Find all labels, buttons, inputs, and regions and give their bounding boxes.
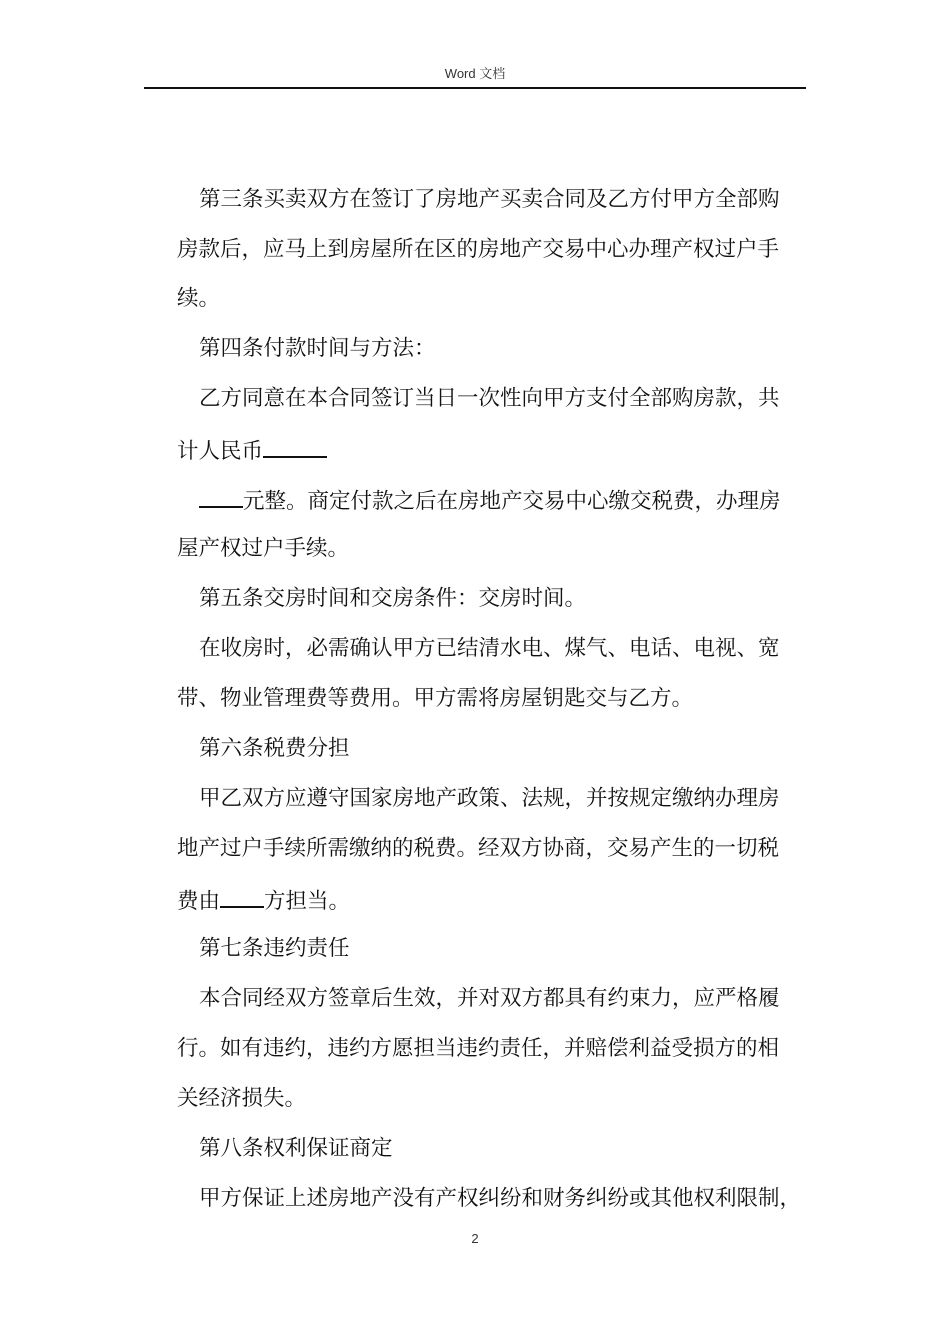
fill-in-blank: [220, 884, 264, 908]
paragraph-line: 带、物业管理费等费用。甲方需将房屋钥匙交与乙方。: [177, 686, 694, 711]
paragraph-line: 在收房时，必需确认甲方已结清水电、煤气、电话、电视、宽: [199, 636, 780, 661]
line-text: 元整。商定付款之后在房地产交易中心缴交税费，办理房: [243, 489, 781, 514]
page-number: 2: [471, 1231, 479, 1246]
paragraph-line: 续。: [177, 286, 221, 311]
paragraph-line: 关经济损失。: [177, 1086, 307, 1111]
paragraph-line-with-blank: [199, 484, 781, 514]
page-footer: [0, 1231, 950, 1246]
line-text: 费由: [177, 889, 221, 914]
paragraph-line: 第五条交房时间和交房条件：交房时间。: [199, 586, 587, 611]
header-title: Word 文档: [444, 66, 506, 81]
paragraph-line: 甲方保证上述房地产没有产权纠纷和财务纠纷或其他权利限制，: [199, 1186, 802, 1211]
paragraph-line: 甲乙双方应遵守国家房地产政策、法规，并按规定缴纳办理房: [199, 786, 780, 811]
paragraph-line: 屋产权过户手续。: [177, 536, 350, 561]
paragraph-line: 房款后，应马上到房屋所在区的房地产交易中心办理产权过户手: [177, 237, 780, 262]
header-divider: [144, 87, 806, 89]
line-text: 计人民币: [177, 439, 264, 464]
paragraph-line-with-blank: [177, 884, 350, 914]
paragraph-line: 地产过户手续所需缴纳的税费。经双方协商，交易产生的一切税: [177, 836, 780, 861]
paragraph-line: 乙方同意在本合同签订当日一次性向甲方支付全部购房款，共: [199, 386, 780, 411]
paragraph-line: 第四条付款时间与方法：: [199, 336, 436, 361]
paragraph-line: 第三条买卖双方在签订了房地产买卖合同及乙方付甲方全部购: [199, 187, 780, 212]
fill-in-blank: [199, 484, 243, 508]
paragraph-line: 行。如有违约，违约方愿担当违约责任，并赔偿利益受损方的相: [177, 1036, 780, 1061]
paragraph-line: 第八条权利保证商定: [199, 1136, 393, 1161]
line-text: 方担当。: [264, 889, 351, 914]
fill-in-blank: [263, 434, 327, 458]
paragraph-line: 第七条违约责任: [199, 936, 350, 961]
paragraph-line: 第六条税费分担: [199, 736, 350, 761]
paragraph-line: 本合同经双方签章后生效，并对双方都具有约束力，应严格履: [199, 986, 780, 1011]
page-header: [0, 66, 950, 82]
paragraph-line-with-blank: [177, 434, 327, 464]
